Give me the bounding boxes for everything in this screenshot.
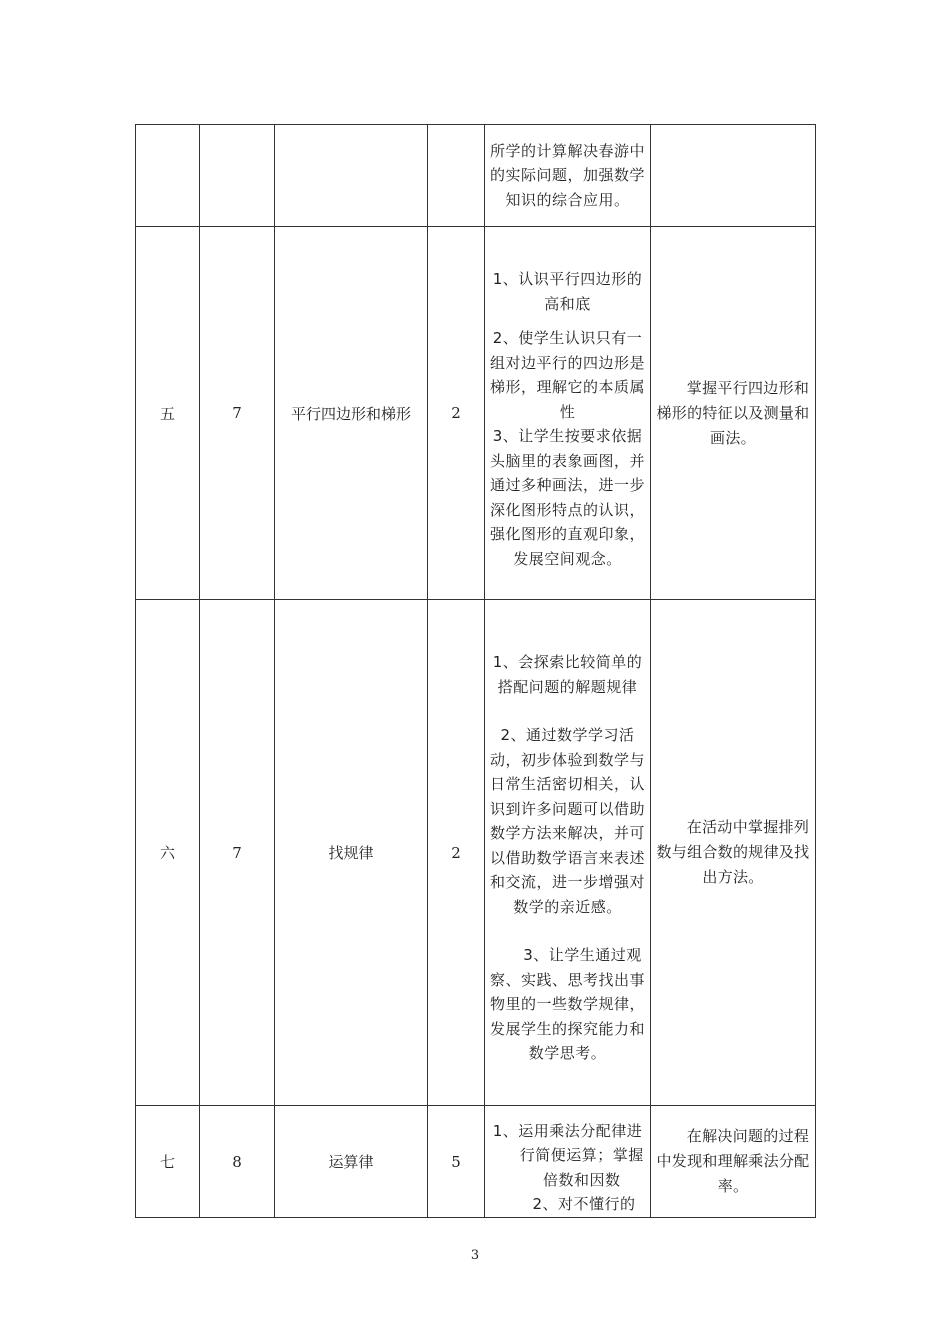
teaching-plan-table — [135, 124, 816, 1218]
table-row — [136, 1106, 816, 1218]
unit-cell: 七 — [136, 1106, 200, 1218]
topic-cell: 运算律 — [275, 1106, 428, 1218]
goal-text: 所学的计算解决春游中的实际问题，加强数学知识的综合应用。 — [489, 141, 645, 209]
focus-cell — [651, 1106, 816, 1218]
focus-cell — [651, 227, 816, 600]
table-row — [136, 600, 816, 1106]
goal-text: 2、通过数学学习活动，初步体验到数学与日常生活密切相关，认识到许多问题可以借助数学方法来解决，并可以借助数学语言来表述和交流，进一步增强对数学的亲近感。 — [489, 726, 645, 916]
lessons-cell — [200, 125, 275, 227]
unit-cell — [136, 125, 200, 227]
table-row — [136, 227, 816, 600]
lessons-cell: 7 — [200, 227, 275, 600]
focus-text: 在活动中掌握排列数与组合数的规律及找出方法。 — [656, 818, 810, 886]
lessons-cell: 8 — [200, 1106, 275, 1218]
goal-text: 1、会探索比较简单的搭配问题的解题规律 — [492, 653, 643, 696]
goal-text: 1、运用乘法分配律进行简便运算；掌握倍数和因数 — [492, 1121, 644, 1189]
focus-text: 在解决问题的过程中发现和理解乘法分配率。 — [656, 1127, 810, 1195]
topic-cell — [275, 125, 428, 227]
hours-cell: 2 — [428, 227, 485, 600]
hours-cell: 2 — [428, 600, 485, 1106]
goal-text: 3、让学生按要求依据头脑里的表象画图，并通过多种画法，进一步深化图形特点的认识，强化图形的直观印象，发展空间观念。 — [489, 427, 645, 568]
goal-text: 1、认识平行四边形的高和底 — [492, 270, 643, 313]
unit-cell: 六 — [136, 600, 200, 1106]
goal-text: 2、对不懂行的 — [532, 1195, 636, 1213]
unit-cell: 五 — [136, 227, 200, 600]
goals-cell — [485, 600, 651, 1106]
lessons-cell: 7 — [200, 600, 275, 1106]
focus-cell — [651, 600, 816, 1106]
focus-text: 掌握平行四边形和梯形的特征以及测量和画法。 — [656, 378, 810, 447]
goal-text: 3、让学生通过观察、实践、思考找出事物里的一些数学规律，发展学生的探究能力和数学思考。 — [489, 946, 645, 1063]
topic-cell: 找规律 — [275, 600, 428, 1106]
goal-text: 2、使学生认识只有一组对边平行的四边形是梯形，理解它的本质属性 — [489, 329, 645, 421]
goals-cell — [485, 227, 651, 600]
hours-cell — [428, 125, 485, 227]
hours-cell: 5 — [428, 1106, 485, 1218]
goals-cell — [485, 1106, 651, 1218]
page-number: 3 — [470, 1248, 480, 1263]
table-row — [136, 125, 816, 227]
topic-cell: 平行四边形和梯形 — [275, 227, 428, 600]
focus-cell — [651, 125, 816, 227]
goals-cell — [485, 125, 651, 227]
